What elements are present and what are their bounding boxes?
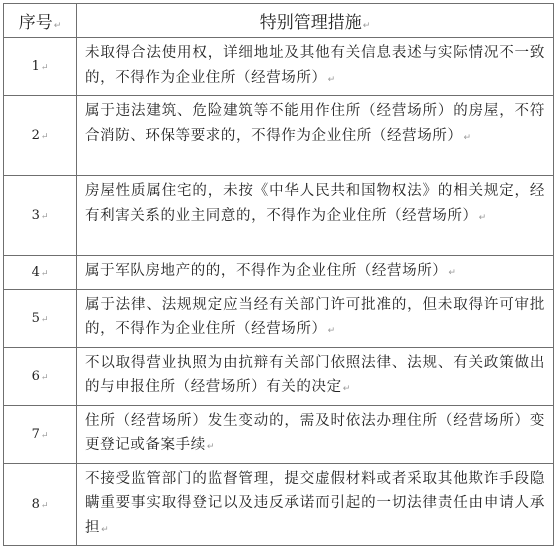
paragraph-mark-icon: ↵: [362, 21, 371, 31]
row-number-cell: [4, 38, 77, 96]
row-number: 2: [31, 128, 40, 143]
table-row: [4, 347, 554, 405]
table-row: [4, 96, 554, 176]
paragraph-mark-icon: ↵: [101, 524, 110, 535]
paragraph-mark-icon: ↵: [40, 132, 49, 142]
table-row: [4, 38, 554, 96]
table-row: [4, 289, 554, 347]
measure-text: 属于违法建筑、危险建筑等不能用作住所（经营场所）的房屋，不符合消防、环保等要求的，不得作为企业住所（经营场所）: [85, 103, 545, 144]
paragraph-mark-icon: ↵: [40, 500, 49, 511]
row-number: 5: [31, 310, 40, 326]
row-number-cell: [4, 405, 77, 463]
paragraph-mark-icon: ↵: [40, 268, 49, 279]
row-number: 8: [31, 496, 40, 512]
row-number: 6: [31, 368, 40, 384]
paragraph-mark-icon: ↵: [448, 268, 457, 278]
header-special-measures: [77, 4, 554, 38]
measure-cell: [77, 289, 554, 347]
measure-text: 不接受监管部门的监督管理，提交虚假材料或者采取其他欺诈手段隐瞒重要事实取得登记以及违反承诺而引起的一切法律责任由申请人承担: [85, 470, 545, 536]
row-number: 3: [31, 208, 40, 223]
measure-cell: [77, 463, 554, 546]
paragraph-mark-icon: ↵: [40, 314, 49, 325]
measure-text: 不以取得营业执照为由抗辩有关部门依照法律、法规、有关政策做出的与申报住所（经营场所）有关的决定: [85, 354, 545, 395]
measure-cell: [77, 176, 554, 256]
special-management-measures-table: [3, 3, 554, 546]
row-number-cell: [4, 347, 77, 405]
measure-text: 属于军队房地产的的，不得作为企业住所（经营场所）: [85, 263, 448, 279]
measure-cell: [77, 96, 554, 176]
row-number-cell: [4, 289, 77, 347]
paragraph-mark-icon: ↵: [342, 384, 351, 394]
measure-text: 住所（经营场所）发生变动的，需及时依法办理住所（经营场所）变更登记或备案手续: [85, 412, 545, 453]
paragraph-mark-icon: ↵: [53, 21, 62, 31]
row-number: 4: [31, 264, 40, 280]
table-row: [4, 176, 554, 256]
paragraph-mark-icon: ↵: [40, 430, 49, 441]
paragraph-mark-icon: ↵: [478, 212, 487, 223]
header-serial-number-label: 序号: [18, 13, 53, 33]
row-number-cell: [4, 176, 77, 256]
measure-text: 属于法律、法规规定应当经有关部门许可批准的，但未取得许可审批的，不得作为企业住所（经营场所）: [85, 296, 545, 337]
paragraph-mark-icon: ↵: [40, 372, 49, 383]
row-number: 1: [31, 59, 40, 74]
paragraph-mark-icon: ↵: [40, 212, 49, 222]
measure-text: 未取得合法使用权，详细地址及其他有关信息表述与实际情况不一致的，不得作为企业住所（经营场所）: [85, 45, 545, 86]
row-number: 7: [31, 426, 40, 442]
header-special-measures-label: 特别管理措施: [259, 13, 362, 33]
table-row: [4, 256, 554, 290]
paragraph-mark-icon: ↵: [463, 132, 472, 143]
paragraph-mark-icon: ↵: [40, 63, 49, 73]
table-header-row: [4, 4, 554, 38]
measure-text: 房屋性质属住宅的，未按《中华人民共和国物权法》的相关规定，经有利害关系的业主同意的，不得作为企业住所（经营场所）: [85, 183, 545, 224]
table-row: [4, 405, 554, 463]
measures-table-container: [3, 3, 553, 546]
table-row: [4, 463, 554, 546]
measure-cell: [77, 256, 554, 290]
row-number-cell: [4, 96, 77, 176]
paragraph-mark-icon: ↵: [206, 442, 215, 452]
measure-cell: [77, 347, 554, 405]
header-serial-number: [4, 4, 77, 38]
paragraph-mark-icon: ↵: [327, 326, 336, 336]
row-number-cell: [4, 256, 77, 290]
row-number-cell: [4, 463, 77, 546]
paragraph-mark-icon: ↵: [327, 74, 336, 85]
measure-cell: [77, 405, 554, 463]
measure-cell: [77, 38, 554, 96]
